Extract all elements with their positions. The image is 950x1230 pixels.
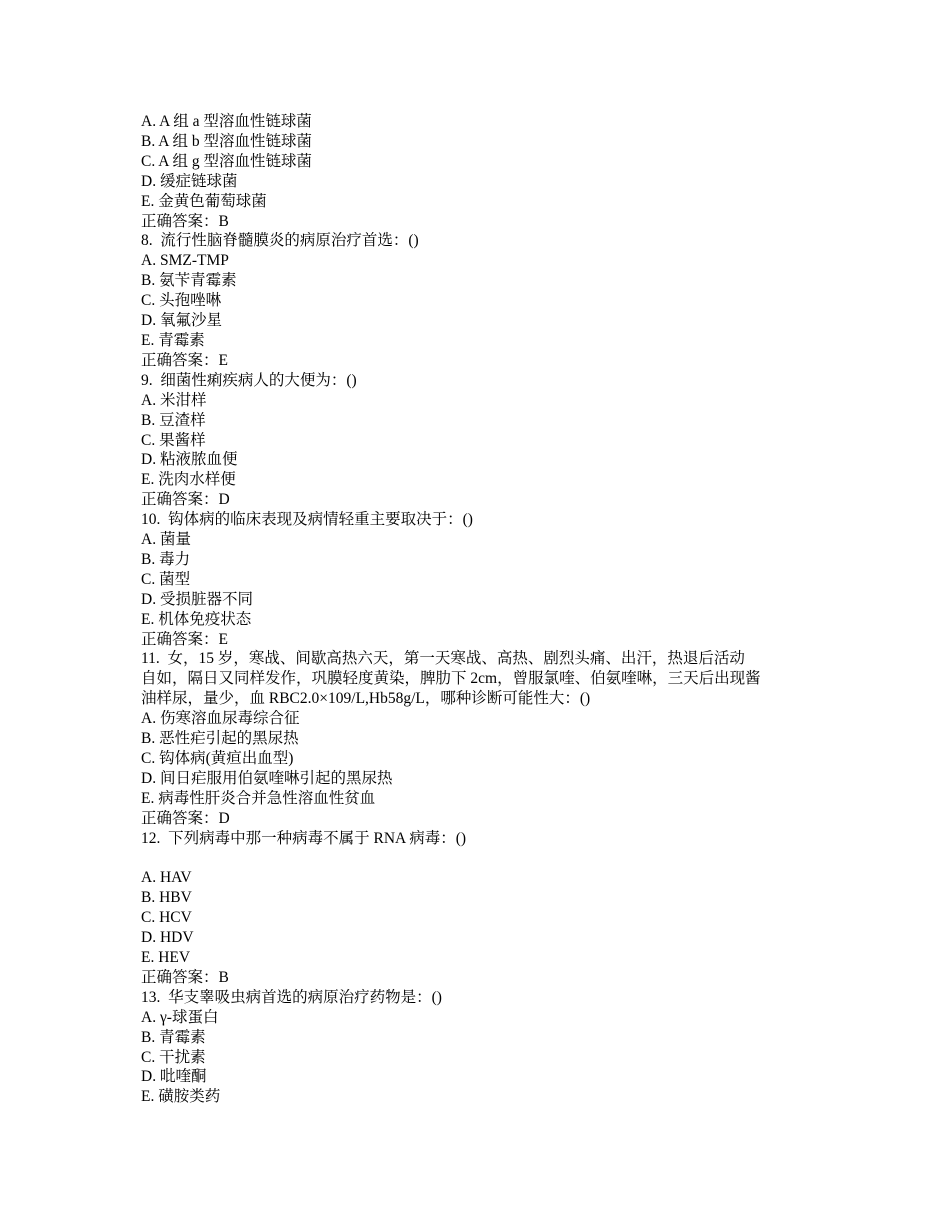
option-d: D. 粘液脓血便 xyxy=(141,451,238,469)
option-e: E. 青霉素 xyxy=(141,331,205,349)
option-d: D. 吡喹酮 xyxy=(141,1068,207,1086)
option-e: E. 病毒性肝炎合并急性溶血性贫血 xyxy=(141,789,376,807)
question-12-block xyxy=(141,829,821,988)
option-c: C. 菌型 xyxy=(141,570,191,588)
answer-line: 正确答案：B xyxy=(141,212,229,230)
blank-spacer xyxy=(141,849,821,869)
answer-line: 正确答案：D xyxy=(141,491,230,509)
option-a: A. 米泔样 xyxy=(141,391,207,409)
option-d: D. 缓症链球菌 xyxy=(141,172,238,190)
option-d: D. 间日疟服用伯氨喹啉引起的黑尿热 xyxy=(141,769,393,787)
option-a: A. γ-球蛋白 xyxy=(141,1008,219,1026)
question-7-block xyxy=(141,112,821,231)
question-text: 10. 钩体病的临床表现及病情轻重主要取决于：() xyxy=(141,511,473,529)
option-b: B. 青霉素 xyxy=(141,1028,206,1046)
question-text: 9. 细菌性痢疾病人的大便为：() xyxy=(141,371,357,389)
question-9-block xyxy=(141,371,821,510)
answer-line: 正确答案：D xyxy=(141,809,230,827)
option-e: E. 洗肉水样便 xyxy=(141,471,236,489)
question-text: 13. 华支睾吸虫病首选的病原治疗药物是：() xyxy=(141,988,442,1006)
question-text: 12. 下列病毒中那一种病毒不属于 RNA 病毒：() xyxy=(141,829,467,847)
option-c: C. 果酱样 xyxy=(141,431,206,449)
option-e: E. HEV xyxy=(141,949,191,967)
option-b: B. A 组 b 型溶血性链球菌 xyxy=(141,132,312,150)
option-c: C. A 组 g 型溶血性链球菌 xyxy=(141,152,312,170)
option-a: A. 伤寒溶血尿毒综合征 xyxy=(141,710,300,728)
option-a: A. SMZ-TMP xyxy=(141,252,229,270)
option-b: B. HBV xyxy=(141,889,192,907)
option-a: A. HAV xyxy=(141,869,192,887)
option-b: B. 氨苄青霉素 xyxy=(141,272,237,290)
option-b: B. 豆渣样 xyxy=(141,411,206,429)
option-d: D. 氧氟沙星 xyxy=(141,312,222,330)
question-text-line-3: 油样尿，量少，血 RBC2.0×109/L,Hb58g/L，哪种诊断可能性大：() xyxy=(141,690,591,708)
question-text-line-1: 11. 女，15 岁，寒战、间歇高热六天，第一天寒战、高热、剧烈头痛、出汗，热退后活动 xyxy=(141,650,745,668)
option-d: D. 受损脏器不同 xyxy=(141,590,253,608)
document-page xyxy=(141,112,821,1107)
question-text: 8. 流行性脑脊髓膜炎的病原治疗首选：() xyxy=(141,232,419,250)
option-e: E. 磺胺类药 xyxy=(141,1088,221,1106)
question-11-block xyxy=(141,649,821,828)
answer-line: 正确答案：B xyxy=(141,968,229,986)
option-e: E. 机体免疫状态 xyxy=(141,610,252,628)
question-10-block xyxy=(141,510,821,649)
option-d: D. HDV xyxy=(141,929,194,947)
answer-line: 正确答案：E xyxy=(141,630,228,648)
option-c: C. 干扰素 xyxy=(141,1048,206,1066)
question-13-block xyxy=(141,988,821,1107)
option-c: C. 钩体病(黄疸出血型) xyxy=(141,750,294,767)
option-c: C. HCV xyxy=(141,909,192,927)
question-8-block xyxy=(141,231,821,370)
option-b: B. 恶性疟引起的黑尿热 xyxy=(141,730,299,748)
question-text-line-2: 自如，隔日又同样发作，巩膜轻度黄染，脾肋下 2cm，曾服氯喹、伯氨喹啉，三天后出现酱 xyxy=(141,670,761,688)
option-b: B. 毒力 xyxy=(141,550,191,568)
option-a: A. A 组 a 型溶血性链球菌 xyxy=(141,113,312,130)
option-a: A. 菌量 xyxy=(141,531,191,549)
option-c: C. 头孢唑啉 xyxy=(141,292,222,310)
option-e: E. 金黄色葡萄球菌 xyxy=(141,192,267,210)
answer-line: 正确答案：E xyxy=(141,351,228,369)
